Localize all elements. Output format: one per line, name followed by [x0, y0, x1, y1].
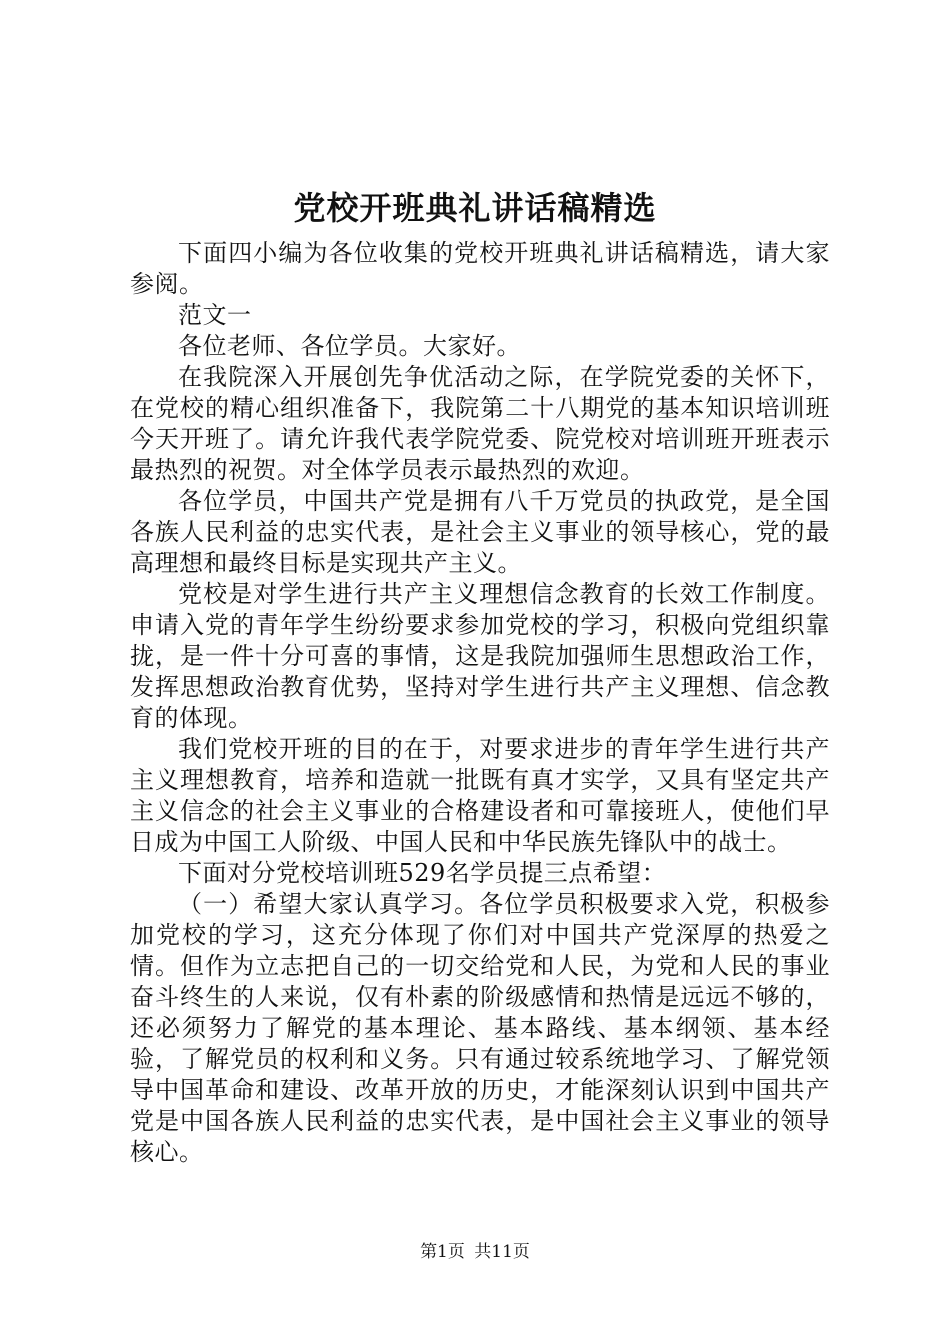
page-number: 第1页: [420, 1242, 465, 1262]
paragraph-school-purpose: 党校是对学生进行共产主义理想信念教育的长效工作制度。申请入党的青年学生纷纷要求参加党校的学习，积极向党组织靠拢，是一件十分可喜的事情，这是我院加强师生思想政治工作，发挥思想政治教育优势，坚持对学生进行共产主义理想、信念教育的体现。: [130, 580, 830, 732]
paragraph-party-intro: 各位学员，中国共产党是拥有八千万党员的执政党，是全国各族人民利益的忠实代表，是社会主义事业的领导核心，党的最高理想和最终目标是实现共产主义。: [130, 487, 830, 577]
document-title: 党校开班典礼讲话稿精选: [293, 189, 657, 227]
page-footer: [0, 1240, 950, 1264]
page-total: 共11页: [474, 1242, 530, 1262]
paragraph-intro: 下面四小编为各位收集的党校开班典礼讲话稿精选，请大家参阅。: [130, 239, 830, 298]
paragraph-hope-one: （一）希望大家认真学习。各位学员积极要求入党，积极参加党校的学习，这充分体现了你们对中国共产党深厚的热爱之情。但作为立志把自己的一切交给党和人民，为党和人民的事业奋斗终生的人来说，仅有朴素的阶级感情和热情是远远不够的，还必须努力了解党的基本理论、基本路线、基本纲领、基本经验，了解党员的权利和义务。只有通过较系统地学习、了解党领导中国革命和建设、改革开放的历史，才能深刻认识到中国共产党是中国各族人民利益的忠实代表，是中国社会主义事业的领导核心。: [130, 890, 830, 1166]
paragraph-opening: 在我院深入开展创先争优活动之际，在学院党委的关怀下，在党校的精心组织准备下，我院第二十八期党的基本知识培训班今天开班了。请允许我代表学院党委、院党校对培训班开班表示最热烈的祝贺。对全体学员表示最热烈的欢迎。: [130, 363, 830, 484]
paragraph-goal: 我们党校开班的目的在于，对要求进步的青年学生进行共产主义理想教育，培养和造就一批既有真才实学，又具有坚定共产主义信念的社会主义事业的合格建设者和可靠接班人，使他们早日成为中国工人阶级、中国人民和中华民族先锋队中的战士。: [130, 735, 830, 856]
paragraph-sample-heading: 范文一: [178, 301, 252, 329]
document-body: [130, 238, 830, 1168]
paragraph-greeting: 各位老师、各位学员。大家好。: [178, 332, 521, 360]
paragraph-hopes-intro: 下面对分党校培训班529名学员提三点希望：: [178, 859, 667, 887]
